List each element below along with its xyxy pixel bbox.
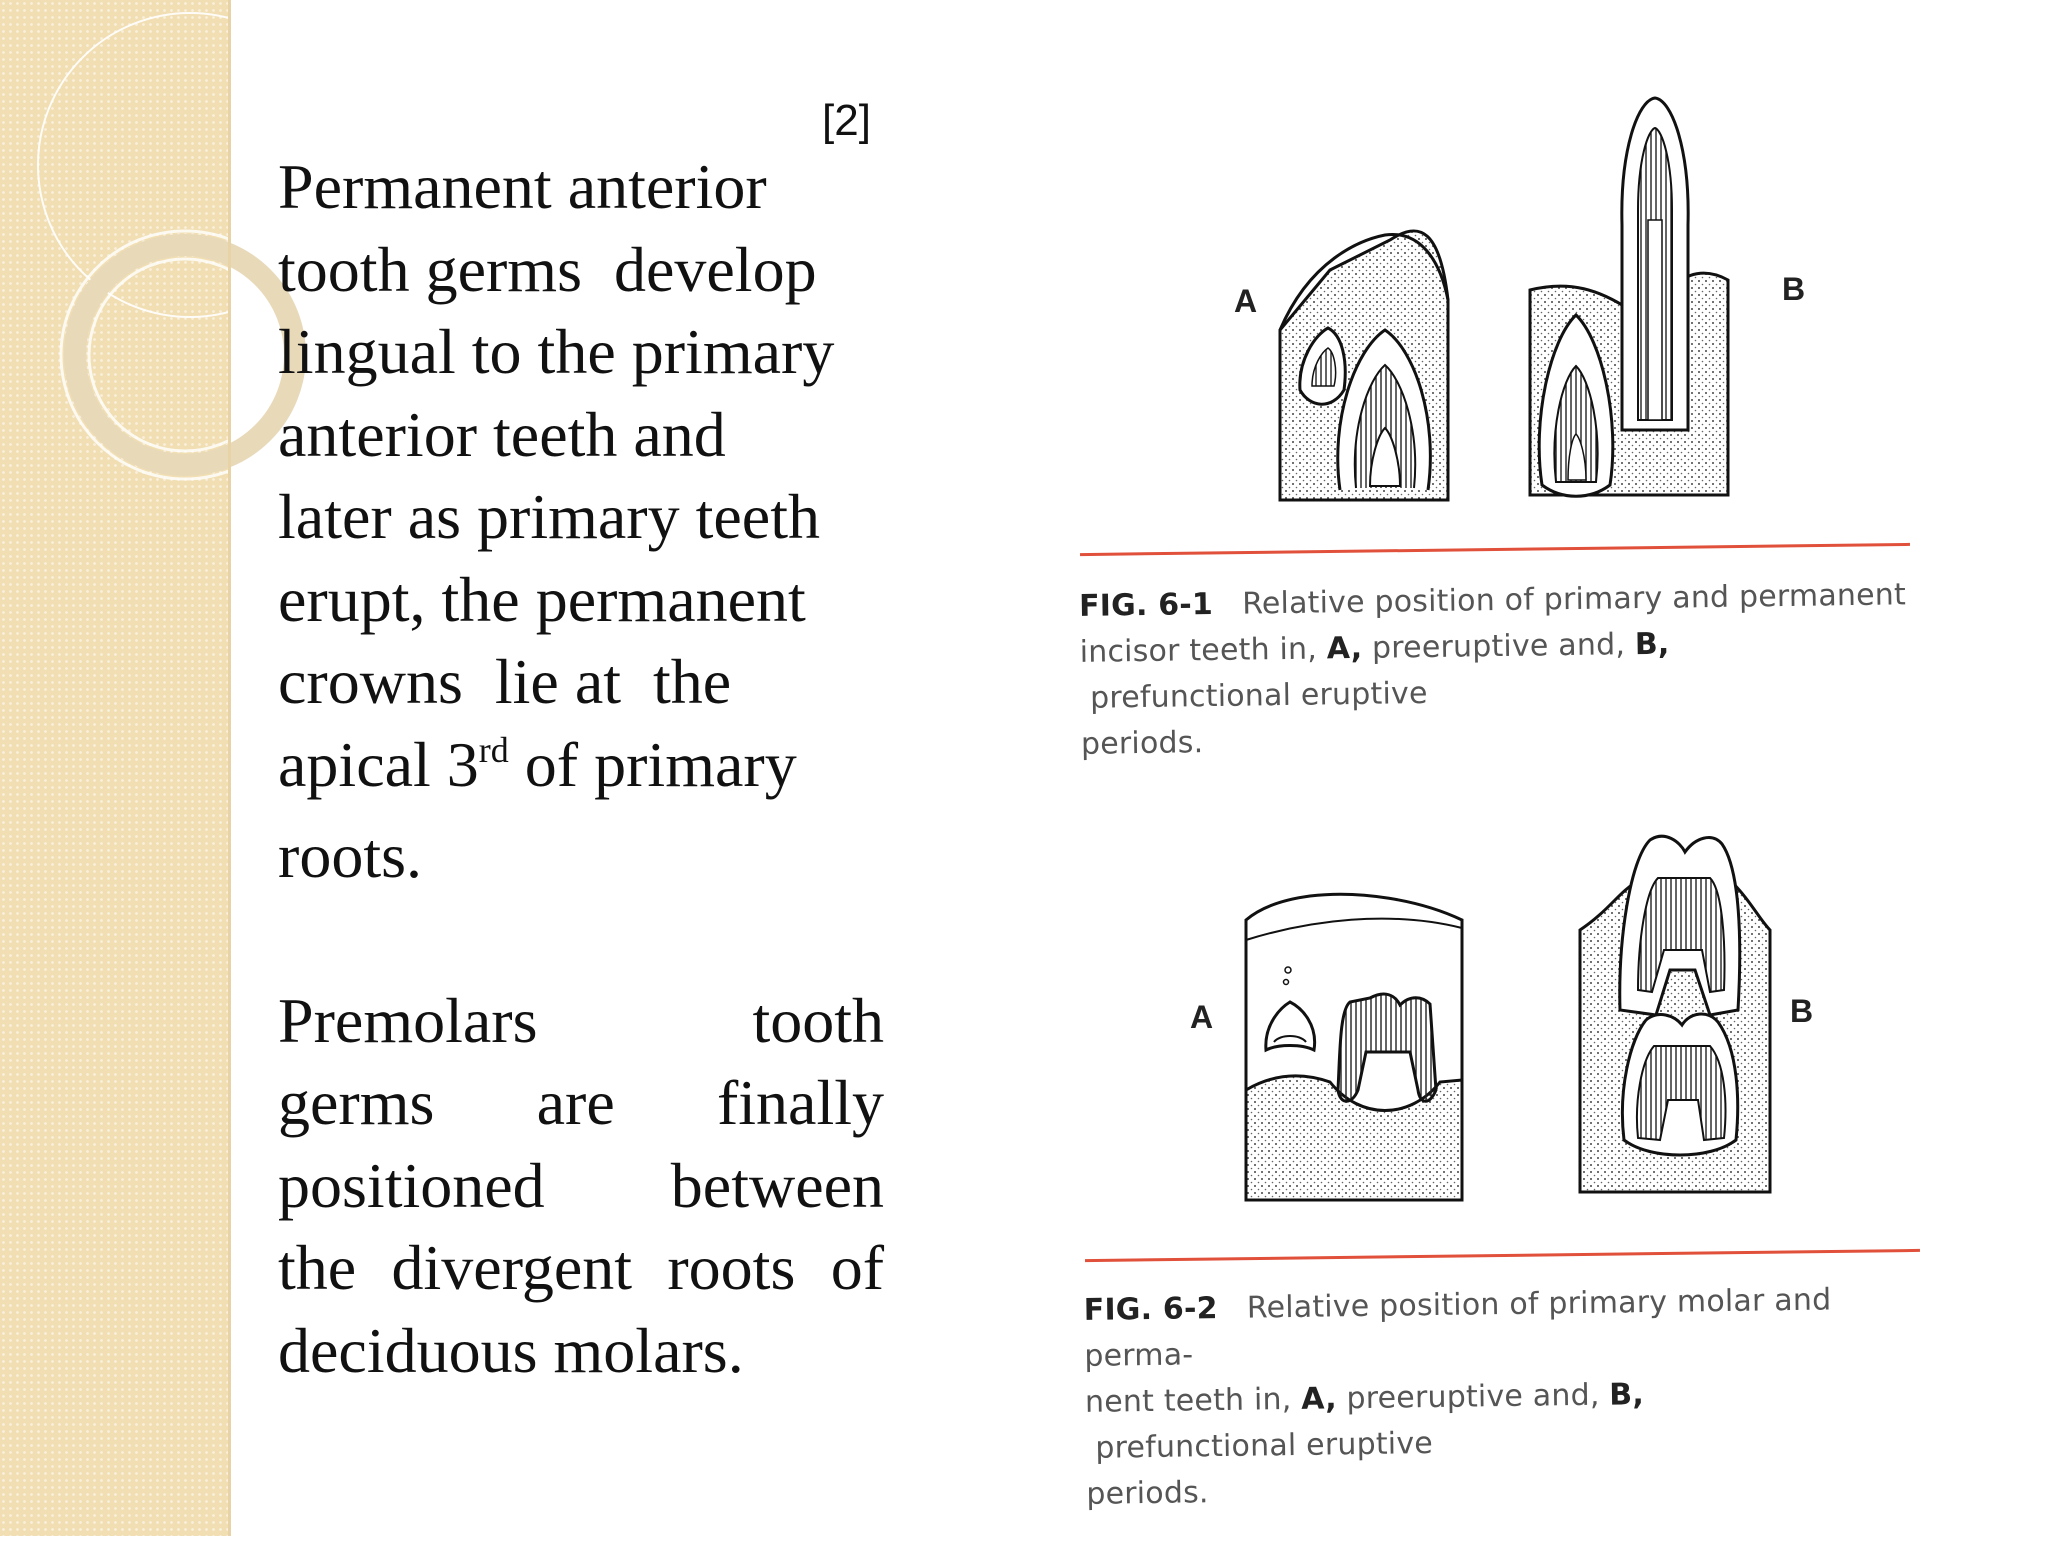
text-line: tooth germs develop [278,233,817,305]
incisor-preeruptive-diagram [1280,231,1448,500]
caption-text: prefunctional eruptive [1080,676,1428,716]
figure-6-2-label-b: B [1790,993,1814,1029]
caption-bold: B, [1609,1377,1645,1413]
caption-line [1083,1276,1929,1380]
text-fragment: of primary [508,728,797,800]
text-line: roots. [278,820,422,891]
caption-text: preeruptive and, [1362,627,1636,666]
text-line: crowns lie at the [278,646,732,717]
caption-line [1085,1368,1931,1472]
sidebar-edge [228,0,231,1536]
paragraph-anterior [278,146,884,898]
text-line: germs are finally [278,1067,884,1138]
caption-text: nent teeth in, [1084,1381,1302,1420]
text-line: the divergent roots of [278,1232,884,1303]
text-fragment: apical 3 [278,728,479,800]
text-line: erupt, the permanent [278,563,806,635]
text-line: Premolars tooth [278,984,884,1056]
text-line: positioned between [278,1149,884,1221]
figure-6-2-drawing [1190,820,1850,1220]
paragraph-premolars [278,980,884,1393]
text-line: later as primary teeth [278,481,820,552]
figure-6-2-caption [1083,1276,1931,1518]
text-line: lingual to the primary [278,316,835,387]
figure-6-2-rule [1085,1249,1920,1262]
figure-6-2-label-a: A [1190,999,1214,1035]
caption-bold: B, [1634,626,1670,663]
figure-6-1-label-b: B [1782,271,1806,307]
text-line: Permanent anterior [278,151,767,222]
reference-marker: [2] [822,96,871,145]
decorative-sidebar [0,0,228,1536]
incisor-prefunctional-diagram [1530,98,1728,496]
caption-text: Relative position of primary molar and perma- [1084,1282,1832,1374]
figure-6-1-rule [1080,543,1910,556]
thick-ring-outer [61,231,309,479]
figure-6-1-caption [1079,572,1921,768]
text-line: anterior teeth and [278,398,726,470]
caption-text: prefunctional eruptive [1085,1426,1434,1466]
caption-text: incisor teeth in, [1079,631,1327,670]
figure-6-1-label-a: A [1234,283,1258,319]
molar-prefunctional-diagram [1580,836,1770,1192]
slide-body-text [278,146,884,1392]
caption-line [1079,618,1920,722]
figure-number: FIG. 6-2 [1083,1291,1218,1328]
text-line: deciduous molars. [278,1314,744,1386]
caption-text: Relative position of primary and permanent [1241,577,1907,622]
caption-line: periods. [1080,725,1204,762]
decorative-rings [0,0,228,1536]
molar-preeruptive-diagram [1246,894,1462,1200]
figure-6-1-drawing [1234,90,1930,520]
thick-ring [75,245,295,465]
caption-text: preeruptive and, [1336,1377,1610,1417]
superscript: rd [478,729,509,770]
text-line [278,724,884,816]
thick-ring-inner [89,259,281,451]
caption-bold: A, [1326,630,1363,667]
caption-line: periods. [1086,1475,1209,1512]
figure-number: FIG. 6-1 [1078,587,1214,624]
caption-bold: A, [1300,1381,1338,1417]
